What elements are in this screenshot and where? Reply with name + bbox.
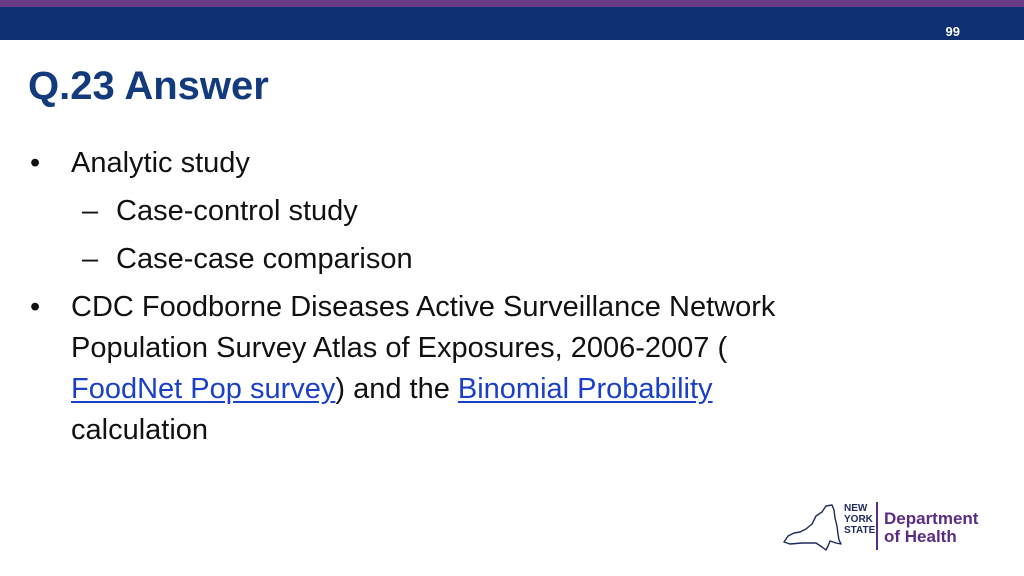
bullet-cdc-line1: CDC Foodborne Diseases Active Surveillance Network [71, 291, 776, 323]
top-accent-stripe [0, 0, 1024, 7]
bullet-cdc-mid-text: ) and the [335, 373, 458, 405]
bullet-marker: • [30, 291, 41, 323]
binomial-probability-link[interactable]: Binomial Probability [457, 373, 713, 405]
slide-number: 99 [945, 24, 960, 39]
bullet-cdc-line2: Population Survey Atlas of Exposures, 2006-2007 ( [71, 332, 728, 364]
bullet-analytic-study: Analytic study [71, 147, 250, 179]
dash-marker: – [82, 195, 99, 227]
logo-state-line1: NEW [844, 503, 868, 514]
subbullet-case-case: Case-case comparison [116, 243, 413, 275]
subbullet-case-control: Case-control study [116, 195, 358, 227]
slide-title: Q.23 Answer [28, 64, 269, 108]
header-bar [0, 7, 1024, 40]
logo-divider [876, 502, 878, 550]
bullet-cdc-line4: calculation [71, 414, 209, 446]
nys-doh-logo [782, 500, 992, 556]
foodnet-pop-survey-link[interactable]: FoodNet Pop survey [71, 373, 336, 405]
logo-dept-line1: Department [884, 509, 979, 528]
logo-state-line3: STATE [844, 525, 876, 536]
logo-state-line2: YORK [844, 514, 873, 525]
bullet-cdc-line3 [71, 369, 713, 409]
logo-dept-line2: of Health [884, 527, 957, 546]
dash-marker: – [82, 243, 99, 275]
new-york-state-outline-icon [782, 502, 842, 552]
bullet-marker: • [30, 147, 41, 179]
